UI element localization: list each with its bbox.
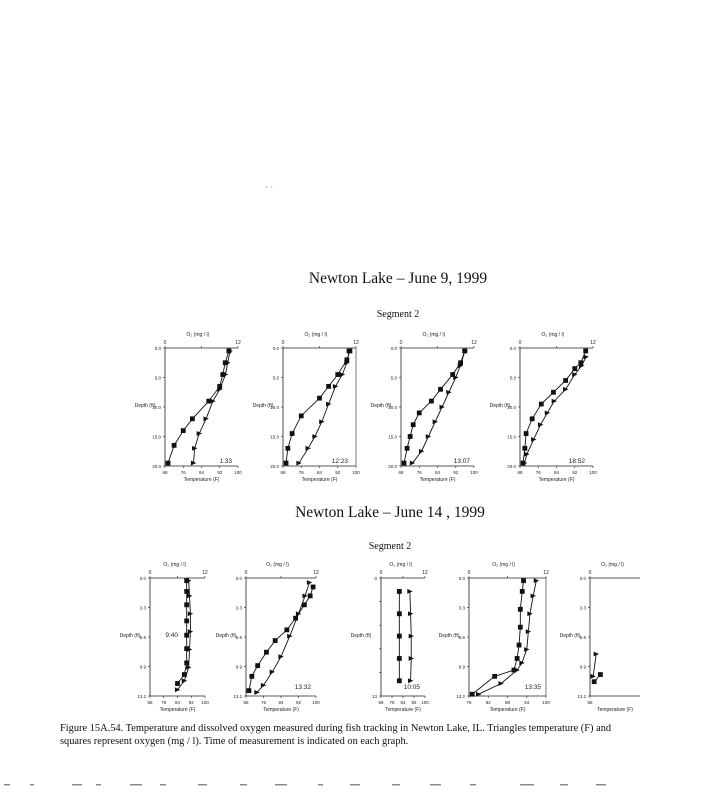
figure-title-june14: Newton Lake – June 14 , 1999	[295, 504, 485, 521]
temperature-point	[326, 402, 331, 407]
oxygen-axis-title: O₂ (mg / l)	[389, 562, 413, 568]
temperature-point	[524, 452, 529, 457]
oxygen-point	[397, 589, 402, 594]
oxygen-point	[539, 402, 544, 407]
oxygen-tick-label: 0	[379, 570, 383, 576]
oxygen-point	[264, 650, 269, 655]
temperature-tick-label: 84	[174, 700, 181, 705]
depth-tick-label: 5.0	[272, 375, 279, 381]
temperature-tick-label: 100	[312, 700, 320, 705]
oxygen-point	[518, 625, 523, 630]
temperature-point	[319, 419, 324, 424]
oxygen-point	[411, 422, 416, 427]
temperature-tick-label: 94	[524, 700, 530, 705]
temperature-tick-label: 76	[535, 470, 541, 475]
chart-panel-june14-c	[351, 562, 430, 713]
measurement-time: 9:40	[165, 632, 178, 639]
oxygen-line	[168, 351, 229, 463]
oxygen-line	[178, 581, 187, 684]
temperature-axis-title: Temperature (F)	[159, 707, 196, 713]
oxygen-point	[563, 378, 568, 383]
oxygen-line	[472, 581, 523, 695]
temperature-point	[307, 580, 312, 585]
temperature-tick-label: 100	[421, 700, 429, 705]
chart-panel-june9-a	[135, 332, 243, 483]
temperature-point	[426, 434, 431, 439]
oxygen-axis-title: O₂ (mg / l)	[601, 562, 624, 568]
depth-axis-title: Depth (ft)	[350, 633, 372, 639]
temperature-point	[572, 372, 577, 377]
temperature-tick-label: 100	[201, 700, 209, 705]
depth-axis-title: Depth (ft)	[438, 633, 460, 639]
oxygen-point	[402, 461, 407, 466]
depth-axis-title: Depth (ft)	[134, 403, 156, 409]
temperature-tick-label: 76	[161, 700, 167, 705]
depth-tick-label: 9.9	[458, 664, 465, 670]
temperature-point	[419, 449, 424, 454]
oxygen-point	[308, 593, 313, 598]
oxygen-point	[326, 384, 331, 389]
oxygen-tick-label: 12	[313, 570, 319, 576]
oxygen-point	[285, 446, 290, 451]
oxygen-point	[405, 446, 410, 451]
depth-tick-label: 5.0	[390, 375, 397, 381]
depth-tick-label: 10.0	[507, 405, 516, 410]
oxygen-axis-title: O₂ (mg / l)	[422, 332, 446, 338]
temperature-point	[210, 399, 215, 404]
chart-panel-june14-a	[120, 562, 210, 713]
depth-axis-title: Depth (ft)	[252, 403, 274, 409]
depth-tick-label: 0.0	[154, 346, 161, 351]
depth-tick-label: 10.0	[152, 405, 161, 410]
oxygen-point	[522, 446, 527, 451]
oxygen-tick-label: 0	[518, 340, 522, 346]
temperature-tick-label: 100	[470, 470, 478, 475]
temperature-point	[439, 405, 444, 410]
oxygen-axis-title: O₂ (mg / l)	[266, 562, 289, 568]
depth-tick-label: 10.0	[388, 405, 397, 410]
oxygen-tick-label: 0	[244, 570, 248, 576]
depth-tick-label: 5.0	[154, 375, 161, 381]
measurement-time: 12:23	[331, 458, 348, 465]
temperature-point	[453, 375, 458, 380]
depth-tick-label: 0	[374, 576, 377, 581]
chart-panel-june14-d	[439, 562, 551, 713]
oxygen-point	[284, 627, 289, 632]
depth-tick-label: 20.0	[152, 464, 161, 469]
depth-tick-label: 0.0	[458, 576, 465, 581]
oxygen-point	[290, 431, 295, 436]
oxygen-tick-label: 12	[543, 570, 549, 576]
temperature-axis-title: Temperature (F)	[538, 477, 575, 483]
depth-tick-label: 20.0	[388, 464, 397, 469]
temperature-line	[257, 582, 310, 692]
temperature-point	[519, 661, 524, 666]
oxygen-point	[299, 413, 304, 418]
depth-tick-label: 15.0	[152, 434, 161, 440]
temperature-tick-label: 84	[434, 470, 441, 475]
depth-tick-label: 9.9	[579, 664, 586, 670]
oxygen-point	[184, 619, 189, 624]
temperature-point	[197, 431, 202, 436]
oxygen-point	[408, 434, 413, 439]
oxygen-point	[184, 602, 189, 607]
oxygen-point	[397, 611, 402, 616]
depth-tick-label: 6.6	[235, 635, 242, 640]
depth-tick-label: 0.0	[509, 346, 516, 351]
oxygen-point	[181, 428, 186, 433]
depth-tick-label: 9.9	[235, 664, 242, 670]
oxygen-point	[530, 416, 535, 421]
oxygen-point	[470, 692, 475, 697]
temperature-point	[333, 384, 338, 389]
temperature-tick-label: 92	[411, 700, 417, 705]
oxygen-point	[524, 431, 529, 436]
chart-panel-june9-c	[371, 332, 479, 483]
oxygen-point	[249, 674, 254, 679]
temperature-tick-label: 68	[517, 470, 523, 475]
oxygen-point	[273, 638, 278, 643]
oxygen-tick-label: 12	[471, 340, 477, 346]
depth-tick-label: 13.2	[233, 694, 242, 699]
measurement-time: 18:52	[568, 458, 585, 465]
oxygen-point	[515, 656, 520, 661]
oxygen-tick-label: 12	[590, 340, 596, 346]
temperature-point	[563, 387, 568, 392]
temperature-tick-label: 76	[180, 470, 186, 475]
measurement-time: 13:35	[524, 684, 541, 691]
oxygen-point	[517, 643, 522, 648]
depth-axis-title: Depth (ft)	[215, 633, 237, 639]
depth-tick-label: 3.3	[579, 605, 586, 611]
figure-caption: Figure 15A.54. Temperature and dissolved oxygen measured during fish tracking in Newton Lake, IL. Triangles temperature (F) and squares represent oxygen (mg / l). Time of measurement is indicated on each graph.	[60, 723, 612, 747]
temperature-tick-label: 84	[553, 470, 560, 475]
depth-tick-label: 0.0	[579, 576, 586, 581]
temperature-tick-label: 68	[162, 470, 168, 475]
depth-axis-title: Depth (ft)	[559, 633, 581, 639]
temperature-tick-label: 84	[316, 470, 323, 475]
depth-tick-label: 0.0	[139, 576, 146, 581]
temperature-tick-label: 76	[298, 470, 304, 475]
oxygen-point	[521, 578, 526, 583]
temperature-axis-title: Temperature (F)	[183, 477, 220, 483]
depth-tick-label: 13.2	[137, 694, 146, 699]
oxygen-tick-label: 0	[163, 340, 167, 346]
oxygen-point	[551, 390, 556, 395]
temperature-tick-label: 92	[188, 700, 194, 705]
temperature-axis-title: Temperature (F)	[263, 707, 299, 713]
temperature-point	[296, 611, 301, 616]
oxygen-point	[184, 589, 189, 594]
temperature-point	[278, 654, 283, 659]
depth-tick-label: 3.3	[139, 605, 146, 611]
oxygen-tick-label: 0	[467, 570, 471, 576]
measurement-time: 1:33	[219, 458, 232, 465]
depth-tick-label: 20.0	[507, 464, 516, 469]
temperature-point	[515, 668, 520, 673]
scan-mark: · ·	[265, 182, 274, 192]
oxygen-tick-label: 0	[588, 570, 592, 576]
oxygen-point	[184, 661, 189, 666]
temperature-tick-label: 76	[466, 700, 472, 705]
depth-axis-title: Depth (ft)	[489, 403, 511, 409]
oxygen-point	[598, 672, 603, 677]
temperature-axis-title: Temperature (F)	[301, 477, 338, 483]
oxygen-point	[255, 663, 260, 668]
temperature-tick-label: 84	[198, 470, 205, 475]
depth-tick-label: 6.6	[458, 635, 465, 640]
temperature-point	[296, 461, 301, 466]
temperature-tick-label: 76	[260, 700, 267, 705]
temperature-tick-label: 88	[504, 700, 511, 705]
temperature-tick-label: 82	[485, 700, 491, 705]
depth-axis-title: Depth (ft)	[119, 633, 141, 639]
temperature-point	[584, 354, 589, 359]
temperature-tick-label: 76	[416, 470, 422, 475]
depth-tick-label: 20.0	[270, 464, 279, 469]
depth-tick-label: 15.0	[388, 434, 397, 440]
oxygen-point	[429, 399, 434, 404]
temperature-tick-label: 92	[453, 470, 459, 475]
temperature-tick-label: 100	[589, 470, 597, 475]
depth-tick-label: 3.3	[458, 605, 465, 611]
temperature-axis-title: Temperature (F)	[419, 477, 456, 483]
temperature-tick-label: 92	[295, 700, 302, 705]
oxygen-point	[311, 585, 316, 590]
depth-tick-label: 0.0	[235, 576, 242, 581]
temperature-point	[531, 437, 536, 442]
oxygen-point	[284, 461, 289, 466]
temperature-line	[479, 581, 537, 695]
temperature-point	[538, 422, 543, 427]
temperature-tick-label: 100	[352, 470, 360, 475]
temperature-line	[593, 654, 596, 676]
oxygen-tick-label: 12	[353, 340, 359, 346]
temperature-point	[305, 446, 310, 451]
temperature-tick-label: 76	[389, 700, 395, 705]
oxygen-point	[190, 416, 195, 421]
temperature-tick-label: 92	[335, 470, 341, 475]
oxygen-line	[404, 351, 465, 463]
oxygen-point	[397, 678, 402, 683]
depth-tick-label: 13	[371, 694, 377, 699]
temperature-tick-label: 68	[398, 470, 404, 475]
chart-panel-june9-b	[253, 332, 361, 483]
oxygen-point	[166, 461, 171, 466]
depth-tick-label: 0.0	[390, 346, 397, 351]
depth-tick-label: 5.0	[509, 375, 516, 381]
oxygen-point	[172, 443, 177, 448]
temperature-point	[545, 411, 550, 416]
temperature-line	[525, 357, 587, 463]
oxygen-point	[335, 372, 340, 377]
measurement-time: 10:05	[403, 684, 420, 691]
temperature-axis-title: Temperature (F)	[489, 707, 526, 713]
oxygen-axis-title: O₂ (mg / l)	[304, 332, 328, 338]
depth-axis-title: Depth (ft)	[370, 403, 392, 409]
temperature-point	[203, 416, 208, 421]
oxygen-point	[520, 589, 525, 594]
depth-tick-label: 13.2	[577, 694, 586, 699]
temperature-point	[312, 434, 317, 439]
oxygen-point	[175, 681, 180, 686]
temperature-point	[175, 687, 180, 692]
temperature-point	[270, 669, 275, 674]
measurement-time: 13:32	[294, 684, 311, 691]
temperature-tick-label: 84	[278, 700, 284, 705]
depth-tick-label: 6.6	[139, 635, 146, 640]
temperature-point	[287, 634, 292, 639]
temperature-point	[261, 683, 266, 688]
oxygen-tick-label: 0	[399, 340, 403, 346]
chart-panel-june14-e	[560, 562, 640, 713]
temperature-point	[446, 390, 451, 395]
oxygen-point	[247, 688, 252, 693]
oxygen-point	[417, 411, 422, 416]
depth-tick-label: 10.0	[270, 405, 279, 410]
figure-title-june9: Newton Lake – June 9, 1999	[308, 270, 488, 287]
temperature-tick-label: 68	[587, 700, 593, 705]
oxygen-point	[592, 679, 597, 684]
temperature-tick-label: 68	[378, 700, 384, 705]
oxygen-tick-label: 12	[422, 570, 428, 576]
temperature-tick-label: 68	[147, 700, 153, 705]
segment-label-june9: Segment 2	[376, 309, 420, 320]
oxygen-tick-label: 12	[235, 340, 241, 346]
temperature-tick-label: 84	[400, 700, 406, 705]
oxygen-tick-label: 0	[148, 570, 152, 576]
chart-panel-june14-b	[216, 562, 321, 713]
temperature-tick-label: 92	[217, 470, 223, 475]
temperature-axis-title: Temperature (F)	[385, 707, 421, 713]
oxygen-point	[583, 349, 588, 354]
oxygen-axis-title: O₂ (mg / l)	[186, 332, 210, 338]
oxygen-point	[518, 607, 523, 612]
temperature-tick-label: 68	[280, 470, 286, 475]
depth-tick-label: 13.2	[456, 694, 465, 699]
oxygen-point	[397, 634, 402, 639]
oxygen-point	[317, 396, 322, 401]
oxygen-axis-title: O₂ (mg / l)	[163, 562, 187, 568]
temperature-tick-label: 68	[243, 700, 249, 705]
oxygen-tick-label: 12	[202, 570, 208, 576]
temperature-tick-label: 100	[542, 700, 550, 705]
oxygen-axis-title: O₂ (mg / l)	[492, 562, 516, 568]
depth-tick-label: 9.9	[139, 664, 146, 670]
oxygen-point	[492, 674, 497, 679]
oxygen-point	[438, 387, 443, 392]
temperature-point	[410, 461, 415, 466]
temperature-tick-label: 92	[572, 470, 578, 475]
oxygen-tick-label: 0	[281, 340, 285, 346]
segment-label-june14: Segment 2	[368, 541, 412, 552]
measurement-time: 13:07	[453, 458, 470, 465]
oxygen-line	[286, 351, 350, 463]
depth-tick-label: 15.0	[507, 434, 516, 440]
oxygen-point	[572, 366, 577, 371]
depth-tick-label: 3.3	[235, 605, 242, 611]
chart-panel-june9-d	[490, 332, 598, 483]
temperature-point	[340, 372, 345, 377]
temperature-tick-label: 100	[234, 470, 242, 475]
oxygen-point	[397, 656, 402, 661]
scan-noise-strip	[0, 782, 618, 788]
depth-tick-label: 6.6	[579, 635, 586, 640]
temperature-axis-title: Temperature (F)	[597, 707, 633, 713]
oxygen-axis-title: O₂ (mg / l)	[541, 332, 565, 338]
depth-tick-label: 0.0	[272, 346, 279, 351]
temperature-point	[433, 419, 438, 424]
depth-tick-label: 15.0	[270, 434, 279, 440]
